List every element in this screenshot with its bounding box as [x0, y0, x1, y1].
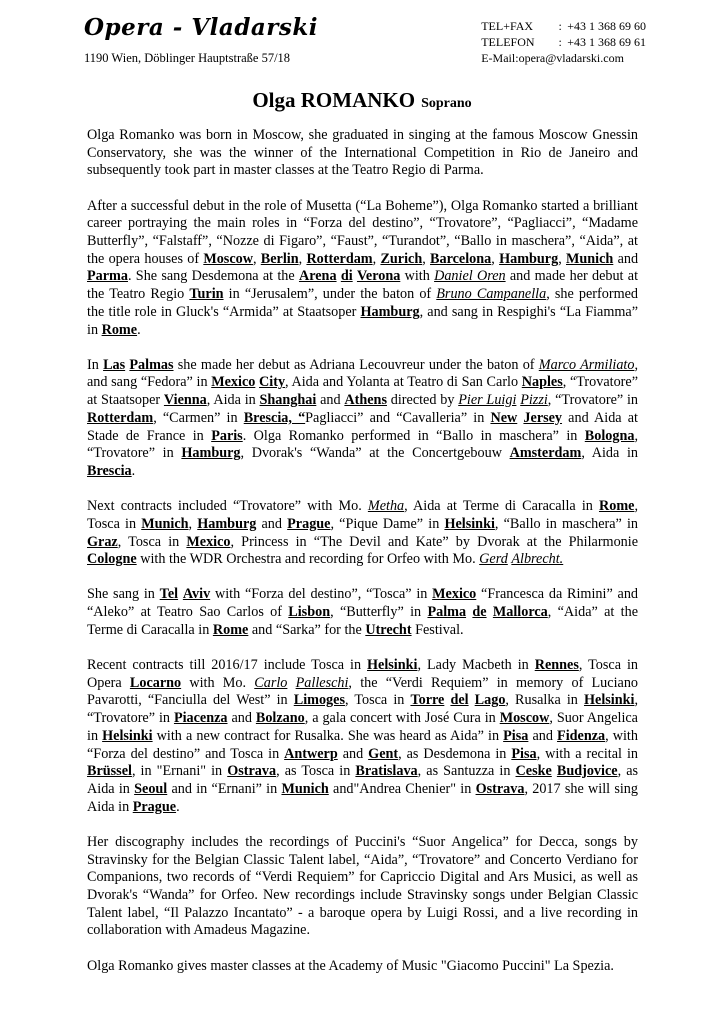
place-name: Ostrava: [227, 763, 277, 780]
text-run: and: [337, 745, 369, 762]
text-run: , she performed the title role in Gluck's “Armida” at Staatsoper: [87, 286, 639, 320]
place-name: Palma: [427, 604, 467, 621]
text-run: Pagliacci” and “Cavalleria” in: [305, 409, 491, 426]
place-name: Rome: [212, 621, 249, 638]
place-name: Bratislava: [355, 763, 418, 780]
text-run: Her discography includes the recordings of Puccini's “Suor Angelica” for Decca, songs by Stravinsky for the Belgian Classic Talent label, “Aida”, “Trovatore” and Concerto Verdiano for Companions, two records of “Verdi Requiem” for Capriccio Digital and Ars Musici, as well as Dvorak's “Wanda” for Orfeo. New recordings include Stravinsky songs under Belgian Classic Talent label, “Il Palazzo Incantato” - a baroque opera by Luigi Rossi, and a live recording in collaboration with Amadeus Magazine.: [87, 833, 638, 939]
text-run: , as Aida in: [87, 763, 639, 797]
contact-row-email: [481, 50, 646, 66]
text-run: and made her debut at the Teatro Regio: [87, 268, 639, 303]
text-run: and: [227, 710, 256, 727]
place-name: Mexico: [211, 374, 256, 391]
text-run: In: [87, 356, 104, 373]
text-run: and Aida at Stade de France in: [87, 409, 638, 444]
text-run: , “Carmen” in: [153, 409, 244, 426]
place-name: Helsinki: [583, 692, 635, 709]
place-name: Helsinki: [367, 657, 418, 674]
place-name: Zurich: [380, 250, 423, 267]
text-run: she made her debut as Adriana Lecouvreur under the baton of: [173, 356, 539, 373]
text-run: in “Jerusalem”, under the baton of: [223, 286, 437, 303]
text-run: ,: [188, 515, 198, 532]
text-run: with the WDR Orchestra and recording for Orfeo with Mo.: [136, 551, 480, 568]
biography-paragraph: [87, 127, 638, 180]
place-name: Berlin: [260, 250, 299, 267]
text-run: ,: [558, 250, 566, 267]
place-name: Arena: [298, 268, 337, 285]
place-name: di: [340, 268, 353, 285]
place-name: New: [490, 409, 518, 426]
place-name: Locarno: [129, 674, 182, 691]
text-run: , in "Ernani" in: [131, 763, 228, 780]
text-run: . She sang Desdemona at the: [127, 268, 299, 285]
place-name: Antwerp: [284, 745, 338, 762]
place-name: Tel: [159, 586, 179, 603]
biography-body: [87, 127, 638, 993]
text-run: Olga Romanko gives master classes at the Academy of Music "Giacomo Puccini" La Spezia.: [87, 957, 614, 974]
place-name: Ostrava: [475, 781, 525, 797]
text-run: , and sang in Respighi's “La Fiamma” in: [87, 303, 638, 338]
text-run: , “Butterfly” in: [330, 604, 428, 621]
place-name: Pisa: [511, 745, 537, 762]
text-run: Recent contracts till 2016/17 include Tosca in: [87, 657, 368, 674]
place-name: Seoul: [134, 781, 168, 797]
place-name: Rotterdam: [87, 409, 154, 426]
text-run: , a gala concert with José Cura in: [304, 710, 500, 727]
biography-paragraph: [87, 958, 638, 976]
voice-type: Soprano: [421, 96, 472, 111]
place-name: Hamburg: [360, 303, 420, 320]
text-run: ,: [491, 250, 500, 267]
place-name: Lago: [474, 692, 506, 709]
text-run: , Suor Angelica in: [87, 710, 638, 744]
text-run: , Aida at Terme di Caracalla in: [404, 498, 599, 515]
text-run: and “Sarka” for the: [248, 621, 366, 638]
conductor-name: Albrecht.: [511, 551, 564, 568]
place-name: Mallorca: [492, 604, 548, 621]
contact-label: TEL+FAX: [481, 19, 534, 33]
contact-label: E-Mail: [481, 51, 516, 65]
place-name: Shanghai: [259, 392, 317, 409]
biography-paragraph: [87, 498, 638, 569]
text-run: “Francesca da Rimini” and “Aleko” at Teatro Sao Carlos of: [87, 586, 639, 621]
place-name: Munich: [141, 515, 189, 532]
text-run: , “Aida” at the Terme di Caracalla in: [87, 604, 639, 638]
place-name: Rennes: [534, 657, 579, 674]
place-name: Verona: [356, 268, 401, 285]
place-name: Vienna: [163, 392, 207, 409]
place-name: Paris: [211, 427, 243, 444]
text-run: . Olga Romanko performed in “Ballo in maschera” in: [242, 427, 585, 444]
text-run: and: [316, 392, 345, 409]
text-run: , “Trovatore” in: [87, 427, 638, 462]
text-run: , as Santuzza in: [417, 763, 516, 780]
place-name: Torre: [410, 692, 445, 709]
conductor-name: Daniel Oren: [434, 268, 506, 285]
text-run: [287, 675, 295, 691]
text-run: , and sang “Fedora” in: [87, 356, 638, 391]
conductor-name: Pizzi: [520, 392, 548, 409]
place-name: Cologne: [87, 551, 137, 568]
text-run: , Tosca in: [87, 498, 638, 532]
place-name: Naples: [521, 374, 563, 391]
text-run: and in “Ernani” in: [167, 781, 282, 797]
place-name: Amsterdam: [509, 445, 582, 462]
artist-name: Olga ROMANKO: [252, 88, 416, 112]
text-run: .: [131, 462, 136, 479]
text-run: , “Pique Dame” in: [330, 515, 445, 532]
page-title: [0, 88, 724, 113]
place-name: Fidenza: [557, 727, 606, 744]
place-name: Rome: [598, 498, 635, 515]
conductor-name: Palleschi: [295, 674, 349, 691]
place-name: Mexico: [432, 586, 477, 603]
text-run: , “Trovatore” in: [547, 392, 638, 409]
text-run: with: [400, 268, 435, 285]
place-name: Brescia: [87, 462, 132, 479]
conductor-name: Metha: [367, 498, 405, 515]
text-run: Festival.: [411, 621, 464, 638]
contact-row-telefon: [481, 34, 646, 50]
place-name: Helsinki: [102, 727, 153, 744]
place-name: Bologna: [584, 427, 635, 444]
place-name: Las: [103, 356, 126, 373]
place-name: Ceske: [515, 763, 552, 780]
place-name: Utrecht: [365, 621, 412, 638]
text-run: ,: [422, 250, 431, 267]
text-run: ,: [372, 250, 381, 267]
contact-block: [481, 18, 646, 66]
text-run: , 2017 she will sing Aida in: [87, 781, 638, 815]
text-run: , Tosca in Opera: [87, 657, 638, 691]
place-name: Piacenza: [173, 710, 228, 727]
text-run: , with a recital in: [536, 745, 638, 762]
text-run: , Dvorak's “Wanda” at the Concertgebouw: [240, 445, 510, 462]
letterhead: [84, 14, 646, 70]
place-name: Gent: [368, 745, 399, 762]
contact-value: +43 1 368 69 61: [567, 35, 646, 49]
place-name: del: [450, 692, 469, 709]
company-address: 1190 Wien, Döblinger Hauptstraße 57/18: [84, 51, 291, 65]
text-run: and: [613, 250, 639, 267]
conductor-name: Bruno Campanella: [436, 286, 547, 303]
biography-paragraph: [87, 657, 638, 816]
contact-label: TELEFON: [481, 35, 535, 49]
place-name: Limoges: [293, 692, 345, 709]
text-run: and: [528, 727, 558, 744]
text-run: directed by: [386, 392, 459, 409]
place-name: Rome: [101, 321, 138, 338]
text-run: , as Desdemona in: [398, 745, 512, 762]
place-name: Palmas: [129, 356, 174, 373]
place-name: Budjovice: [556, 763, 618, 780]
place-name: Rotterdam: [306, 250, 373, 267]
text-run: , Aida and Yolanta at Teatro di San Carlo: [285, 374, 522, 391]
text-run: with “Forza del destino”, “Tosca” in: [210, 586, 433, 603]
text-run: , Tosca in: [344, 692, 411, 709]
company-logo: Opera - Vladarski: [84, 14, 319, 41]
place-name: Hamburg: [197, 515, 257, 532]
text-run: ,: [298, 250, 307, 267]
contact-value: +43 1 368 69 60: [567, 19, 646, 33]
biography-paragraph: [87, 198, 638, 340]
place-name: Bolzano: [255, 710, 305, 727]
text-run: , “Trovatore” in: [87, 692, 638, 727]
text-run: , Aida in: [581, 445, 638, 462]
place-name: Graz: [87, 533, 118, 550]
place-name: Moscow: [499, 710, 550, 727]
conductor-name: Marco Armiliato: [538, 356, 635, 373]
place-name: Pisa: [503, 727, 529, 744]
text-run: , Lady Macbeth in: [417, 657, 535, 674]
text-run: with a new contract for Rusalka. She was heard as Aida” in: [152, 727, 504, 744]
place-name: Moscow: [203, 250, 253, 267]
text-run: Next contracts included “Trovatore” with Mo.: [87, 498, 368, 515]
biography-paragraph: [87, 586, 638, 639]
biography-paragraph: [87, 357, 638, 481]
place-name: Jersey: [523, 409, 563, 426]
text-run: , Rusalka in: [505, 692, 584, 709]
text-run: .: [137, 321, 141, 338]
place-name: Lisbon: [288, 604, 331, 621]
place-name: Mexico: [186, 533, 231, 550]
place-name: Turin: [189, 286, 224, 303]
contact-separator: :: [558, 19, 562, 33]
contact-row-tel-fax: [481, 18, 646, 34]
text-run: She sang in: [87, 586, 160, 603]
text-run: and"Andrea Chenier" in: [328, 781, 476, 797]
place-name: Barcelona: [430, 250, 492, 267]
text-run: , “Ballo in maschera” in: [494, 515, 639, 532]
place-name: de: [472, 604, 487, 621]
text-run: , Princess in “The Devil and Kate” by Dvorak at the Philarmonie: [230, 533, 639, 550]
conductor-name: Pier Luigi: [458, 392, 517, 409]
place-name: Brescia, “: [243, 409, 306, 426]
place-name: Helsinki: [444, 515, 495, 532]
place-name: City: [259, 374, 286, 391]
text-run: with Mo.: [181, 674, 255, 691]
contact-separator: :: [515, 51, 519, 65]
place-name: Hamburg: [181, 445, 241, 462]
text-run: ,: [252, 250, 261, 267]
place-name: Prague: [132, 798, 177, 815]
place-name: Aviv: [182, 586, 211, 603]
place-name: Athens: [344, 392, 387, 409]
place-name: Brüssel: [87, 763, 132, 780]
text-run: Olga Romanko was born in Moscow, she graduated in singing at the famous Moscow Gnessin Conservatory, she was the winner of the International Competition in Rio de Janeiro and subsequently took part in master classes at the Teatro Regio di Parma.: [87, 127, 638, 179]
place-name: Munich: [281, 781, 329, 797]
place-name: Parma: [87, 268, 128, 285]
text-run: , as Tosca in: [276, 763, 356, 780]
place-name: Munich: [566, 250, 614, 267]
text-run: After a successful debut in the role of Musetta (“La Boheme”), Olga Romanko started a brilliant career portraying the main roles in “Forza del destino”, “Trovatore”, “Pagliacci”, “Madame Butterfly”, “Falstaff”, “Nozze di Figaro”, “Faust”, “Turandot”, “Ballo in maschera”, “Aida”, at the opera houses of: [87, 197, 638, 267]
text-run: , with “Forza del destino” and Tosca in: [87, 727, 638, 762]
place-name: Prague: [287, 515, 331, 532]
contact-separator: :: [558, 35, 562, 49]
text-run: and: [256, 515, 288, 532]
text-run: , Tosca in: [117, 533, 187, 550]
text-run: , “Trovatore” at Staatsoper: [87, 374, 638, 409]
biography-paragraph: [87, 834, 638, 940]
text-run: , Aida in: [206, 392, 260, 409]
text-run: .: [176, 798, 180, 815]
contact-value: opera@vladarski.com: [518, 51, 624, 65]
conductor-name: Carlo: [254, 674, 288, 691]
place-name: Hamburg: [499, 250, 559, 267]
text-run: , the “Verdi Requiem” in memory of Luciano Pavarotti, “Fanciulla del West” in: [87, 674, 639, 709]
conductor-name: Gerd: [479, 551, 508, 568]
